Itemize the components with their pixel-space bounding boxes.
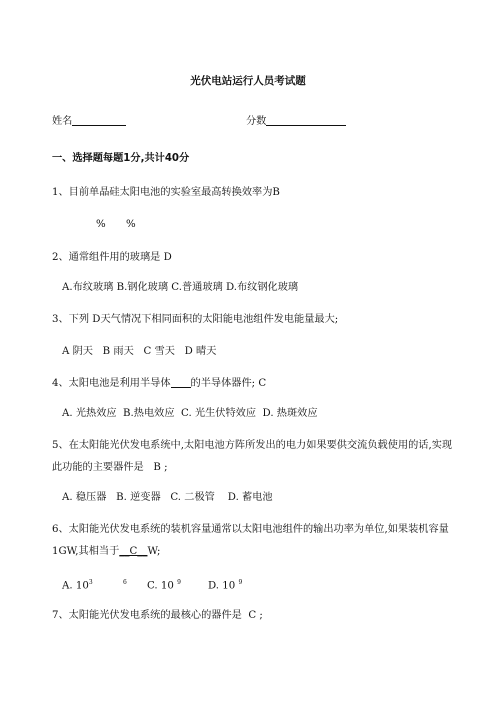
- score-label: 分数: [246, 116, 267, 127]
- question-6-option-a-sup: 3: [88, 579, 93, 586]
- question-5-line-2: 此功能的主要器件是 B ;: [52, 462, 168, 473]
- question-2-options: A.布纹玻璃 B.钢化玻璃 C.普通玻璃 D.布纹钢化玻璃: [62, 282, 299, 293]
- question-6-option-c-sup: 9: [177, 579, 181, 586]
- question-1-option-2: %: [126, 219, 136, 230]
- question-1-option-1: %: [96, 219, 106, 230]
- question-2: 2、通常组件用的玻璃是 D: [52, 252, 172, 263]
- question-4-options: A. 光热效应 B.热电效应 C. 光生伏特效应 D. 热斑效应: [62, 408, 318, 419]
- question-7: 7、太阳能光伏发电系统的最核心的器件是 C ;: [52, 610, 263, 621]
- question-6-text-a: 1GW,其相当于: [52, 546, 120, 557]
- question-6-option-a-text: A. 10: [62, 580, 89, 592]
- score-blank: [266, 114, 346, 126]
- question-6-option-d-text: D. 10: [208, 580, 236, 592]
- question-6-line-2: [52, 545, 161, 558]
- question-5-line-1: 5、在太阳能光伏发电系统中,太阳电池方阵所发出的电力如果要供交流负载使用的话,实现: [52, 440, 453, 451]
- question-6-option-b-sup: 6: [123, 579, 127, 586]
- question-4-text-a: 4、太阳电池是利用半导体: [52, 378, 171, 389]
- section-heading: 一、选择题每题1分,共计40分: [52, 153, 190, 164]
- question-5-options: A. 稳压器 B. 逆变器 C. 二极管 D. 蓄电池: [62, 492, 273, 503]
- question-6-option-a: [62, 576, 93, 592]
- question-4-blank: [171, 376, 191, 388]
- question-6-option-c-text: C. 10: [147, 580, 174, 592]
- question-1: 1、目前单晶硅太阳电池的实验室最高转换效率为B: [52, 187, 280, 198]
- question-6-option-c: [147, 576, 181, 592]
- question-3-options: A 阴天 B 雨天 C 雪天 D 晴天: [62, 346, 217, 357]
- question-6-text-b: W;: [147, 546, 161, 557]
- question-6-option-b: [123, 576, 127, 592]
- question-6-answer: __C__: [119, 546, 148, 557]
- exam-title: 光伏电站运行人员考试题: [190, 75, 306, 87]
- question-4-text-b: 的半导体器件; C: [190, 378, 267, 389]
- name-blank: [72, 114, 126, 126]
- question-3: 3、下列 D天气情况下相同面积的太阳能电池组件发电能量最大;: [52, 314, 339, 325]
- question-6-option-d: [208, 576, 242, 592]
- name-field: [52, 114, 126, 128]
- score-field: [246, 114, 346, 128]
- question-6-line-1: 6、太阳能光伏发电系统的装机容量通常以太阳电池组件的输出功率为单位,如果装机容量: [52, 524, 449, 535]
- question-4: [52, 376, 266, 390]
- name-label: 姓名: [52, 116, 73, 127]
- question-6-option-d-sup: 9: [238, 579, 243, 586]
